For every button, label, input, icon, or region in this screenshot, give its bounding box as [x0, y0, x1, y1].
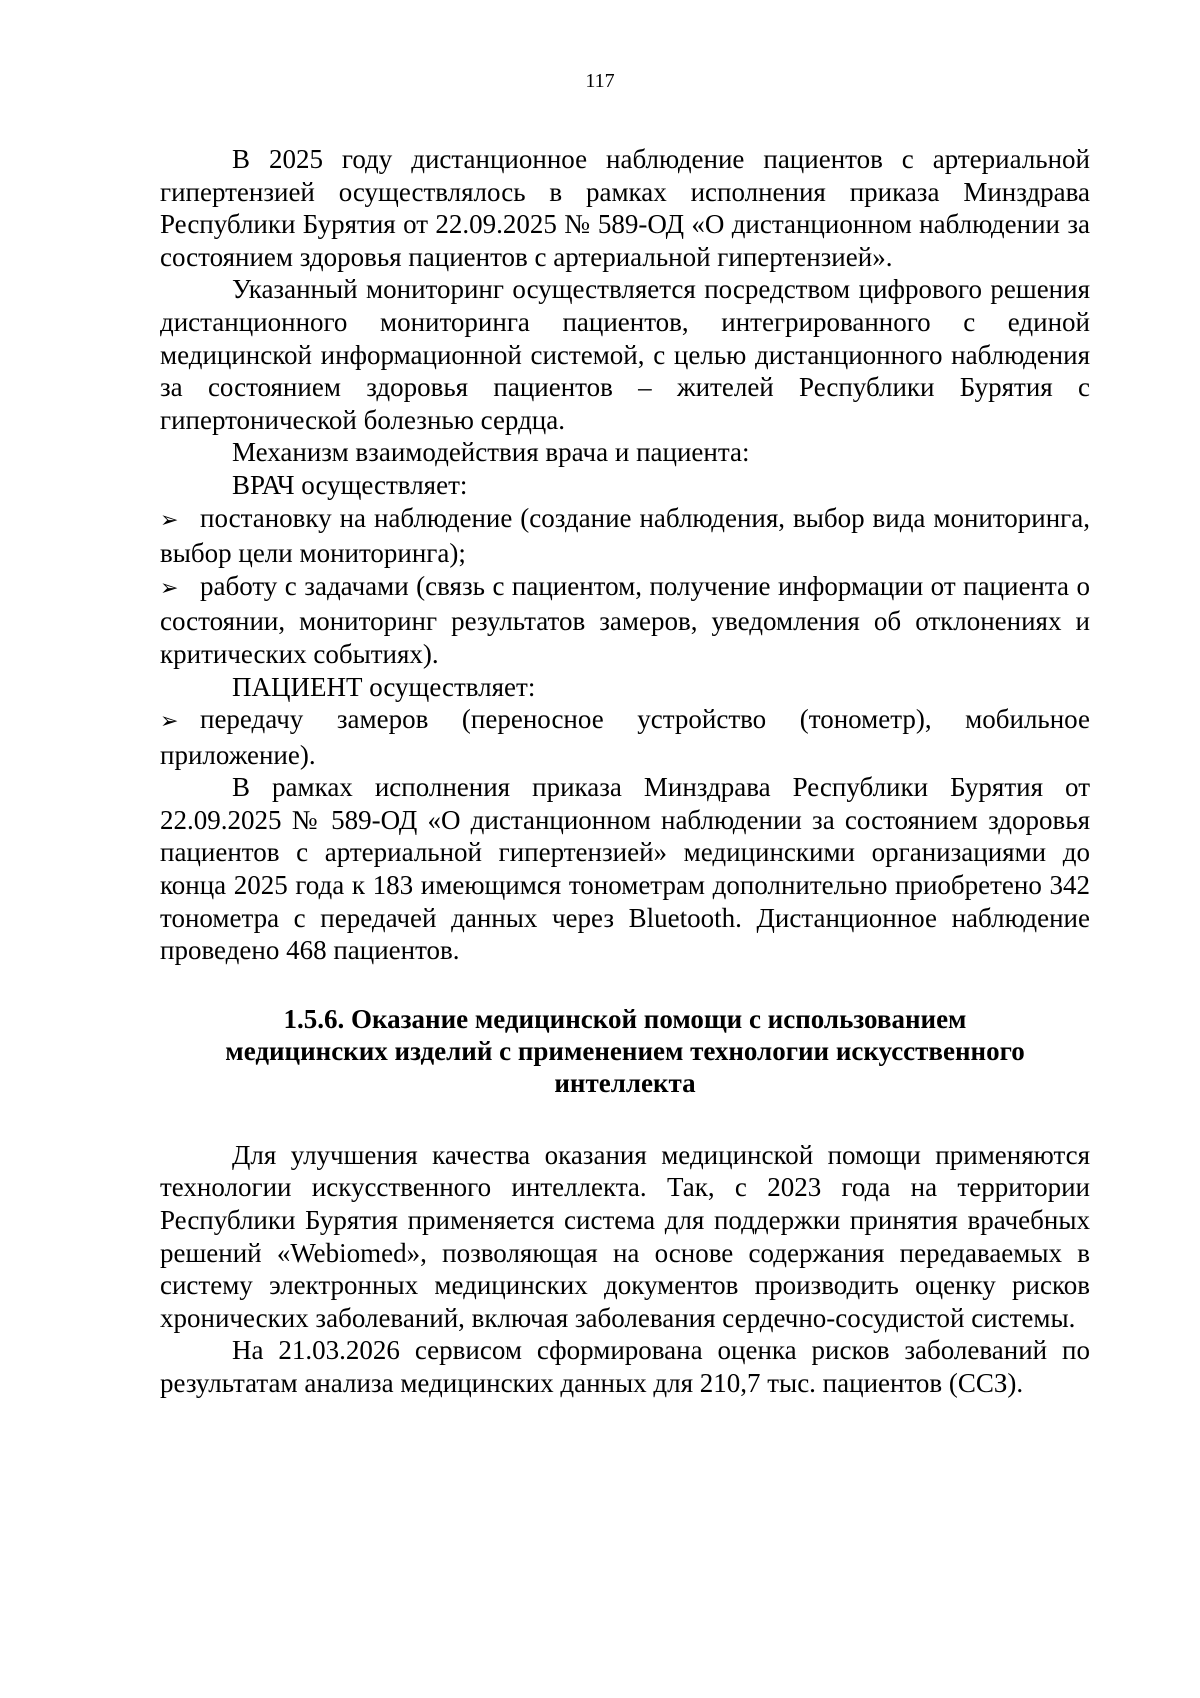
paragraph-monitoring-description: Указанный мониторинг осуществляется посредством цифрового решения дистанционного мониторинга пациентов, интегрированного с единой медицинской информационной системой, с целью дистанционного наблюдения за состоянием здоровья пациентов – жителей Республики Бурятия с гипертонической болезнью сердца.: [160, 274, 1090, 435]
paragraph-remote-monitoring-2025: В 2025 году дистанционное наблюдение пациентов с артериальной гипертензией осуществлялось в рамках исполнения приказа Минздрава Республики Бурятия от 22.09.2025 № 589-ОД «О дистанционном наблюдении за состоянием здоровья пациентов с артериальной гипертензией».: [160, 144, 1090, 272]
paragraph-ai-technologies: Для улучшения качества оказания медицинской помощи применяются технологии искусственного интеллекта. Так, с 2023 года на территории Республики Бурятия применяется система для поддержки принятия врачебных решений «Webiomed», позволяющая на основе содержания передаваемых в систему электронных медицинских документов производить оценку рисков хронических заболеваний, включая заболевания сердечно-сосудистой системы.: [160, 1139, 1090, 1333]
section-heading: 1.5.6. Оказание медицинской помощи с использованием медицинских изделий с применением технологии искусственного интеллекта: [225, 1003, 1025, 1098]
bullet-text: работу с задачами (связь с пациентом, получение информации от пациента о состоянии, мониторинг результатов замеров, уведомления об отклонениях и критических событиях).: [160, 570, 1090, 669]
arrow-bullet-icon: ➢: [160, 507, 179, 533]
paragraph-risk-assessment: На 21.03.2026 сервисом сформирована оценка рисков заболеваний по результатам анализа медицинских данных для 210,7 тыс. пациентов (ССЗ).: [160, 1335, 1090, 1398]
doctor-bullet-item: [160, 570, 1090, 671]
patient-bullet-item: [160, 703, 1090, 771]
paragraph-interaction-mechanism: Механизм взаимодействия врача и пациента:: [232, 437, 750, 468]
bullet-text: передачу замеров (переносное устройство (тонометр), мобильное приложение).: [160, 704, 1090, 770]
arrow-bullet-icon: ➢: [160, 575, 179, 601]
patient-heading: ПАЦИЕНТ осуществляет:: [232, 671, 536, 702]
page-number: 117: [585, 70, 615, 92]
doctor-heading: ВРАЧ осуществляет:: [232, 469, 468, 500]
paragraph-order-execution: В рамках исполнения приказа Минздрава Республики Бурятия от 22.09.2025 № 589-ОД «О дистанционном наблюдении за состоянием здоровья пациентов с артериальной гипертензией» медицинскими организациями до конца 2025 года к 183 имеющимся тонометрам дополнительно приобретено 342 тонометра с передачей данных через Bluetooth. Дистанционное наблюдение проведено 468 пациентов.: [160, 772, 1090, 966]
bullet-text: постановку на наблюдение (создание наблюдения, выбор вида мониторинга, выбор цели мониторинга);: [160, 502, 1090, 569]
document-body: [160, 143, 1090, 1400]
doctor-bullet-item: [160, 502, 1090, 570]
arrow-bullet-icon: ➢: [160, 709, 179, 735]
